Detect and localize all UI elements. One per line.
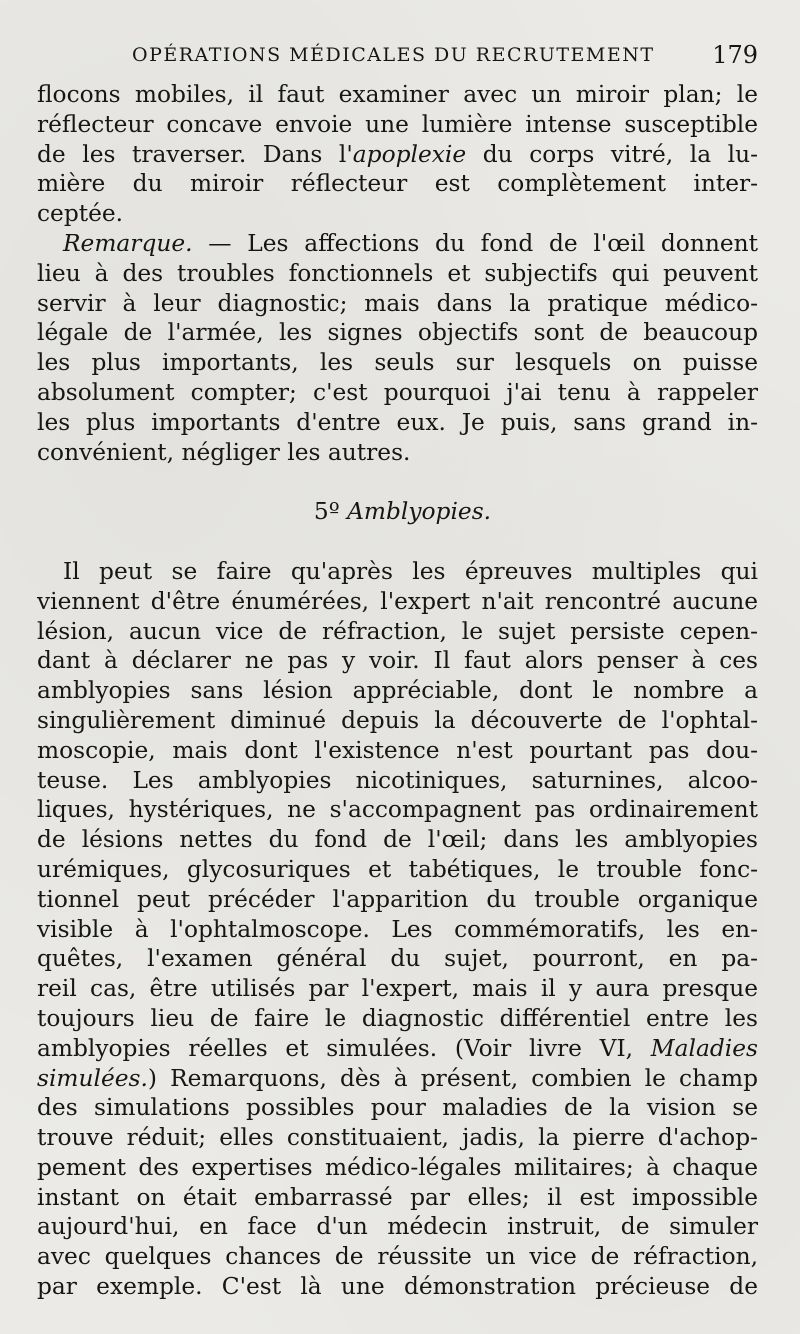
text-line: légale de l'armée, les signes objectifs sont de beaucoup <box>37 319 758 347</box>
paragraph-amblyopies <box>37 557 758 1302</box>
italic-maladies: Maladies <box>650 1034 758 1062</box>
text-line: les plus importants d'entre eux. Je puis, sans grand in- <box>37 408 758 436</box>
text-line: flocons mobiles, il faut examiner avec un miroir plan; le <box>37 81 758 108</box>
text-line <box>37 1064 758 1094</box>
text-line: lésion, aucun vice de réfraction, le sujet persiste cepen- <box>37 617 758 645</box>
text-line: liques, hystériques, ne s'accompagnent pas ordinairement <box>37 796 758 824</box>
text-line <box>37 229 758 259</box>
text-line: urémiques, glycosuriques et tabétiques, le trouble fonc- <box>37 855 758 883</box>
italic-remarque: Remarque. <box>63 229 193 257</box>
text-run: ) Remarquons, dès à présent, combien le champ <box>147 1064 758 1092</box>
text-line: visible à l'ophtalmoscope. Les commémoratifs, les en- <box>37 915 758 943</box>
text-run: — Les affections du fond de l'œil donnent <box>192 229 758 257</box>
text-line: par exemple. C'est là une démonstration précieuse de <box>37 1273 758 1301</box>
section-title: Amblyopies. <box>347 498 492 526</box>
section-number: 5º <box>313 498 340 526</box>
italic-term-apoplexie: apoplexie <box>352 140 467 168</box>
running-title: OPÉRATIONS MÉDICALES DU RECRUTEMENT <box>132 44 655 66</box>
italic-simulees: simulées. <box>37 1064 148 1092</box>
text-line: servir à leur diagnostic; mais dans la pratique médico- <box>37 289 758 317</box>
text-run: amblyopies réelles et simulées. (Voir livre VI, <box>37 1034 651 1062</box>
text-line: réflecteur concave envoie une lumière intense susceptible <box>37 110 758 138</box>
text-line: aujourd'hui, en face d'un médecin instruit, de simuler <box>37 1213 758 1241</box>
text-line: convénient, négliger les autres. <box>37 438 411 466</box>
text-line: Il peut se faire qu'après les épreuves multiples qui <box>63 557 758 585</box>
text-line: quêtes, l'examen général du sujet, pourront, en pa- <box>37 945 758 973</box>
text-line: tionnel peut précéder l'apparition du trouble organique <box>37 885 758 913</box>
text-line: pement des expertises médico-légales militaires; à chaque <box>37 1153 758 1181</box>
page-number: 179 <box>712 41 758 69</box>
text-line: de lésions nettes du fond de l'œil; dans les amblyopies <box>37 826 758 854</box>
text-line: mière du miroir réflecteur est complètement inter- <box>37 170 758 198</box>
text-run: du corps vitré, la lu- <box>466 140 758 168</box>
text-line <box>37 140 758 170</box>
text-line <box>37 1034 758 1064</box>
text-line: avec quelques chances de réussite un vice de réfraction, <box>37 1243 758 1271</box>
text-line: dant à déclarer ne pas y voir. Il faut alors penser à ces <box>37 647 758 675</box>
text-line: les plus importants, les seuls sur lesquels on puisse <box>37 349 758 377</box>
text-line: moscopie, mais dont l'existence n'est pourtant pas dou- <box>37 736 758 764</box>
text-line: ceptée. <box>37 200 124 228</box>
text-line: trouve réduit; elles constituaient, jadis, la pierre d'achop- <box>37 1124 758 1152</box>
text-line: instant on était embarrassé par elles; il est impossible <box>37 1183 758 1211</box>
text-line: singulièrement diminué depuis la découverte de l'ophtal- <box>37 706 758 734</box>
section-heading <box>37 497 758 527</box>
text-line: viennent d'être énumérées, l'expert n'ait rencontré aucune <box>37 587 758 615</box>
text-line: lieu à des troubles fonctionnels et subjectifs qui peuvent <box>37 259 758 287</box>
text-line: amblyopies sans lésion appréciable, dont le nombre a <box>37 677 758 705</box>
paragraph-vitreous <box>37 80 758 229</box>
text-run: de les traverser. Dans l' <box>37 140 353 168</box>
paragraph-remarque <box>37 229 758 467</box>
text-line: absolument compter; c'est pourquoi j'ai tenu à rappeler <box>37 378 758 406</box>
text-line: reil cas, être utilisés par l'expert, mais il y aura presque <box>37 975 758 1003</box>
page-body <box>37 80 758 1302</box>
text-line: des simulations possibles pour maladies de la vision se <box>37 1094 758 1122</box>
text-line: toujours lieu de faire le diagnostic différentiel entre les <box>37 1004 758 1032</box>
running-head <box>37 40 758 70</box>
text-line: teuse. Les amblyopies nicotiniques, saturnines, alcoo- <box>37 766 758 794</box>
